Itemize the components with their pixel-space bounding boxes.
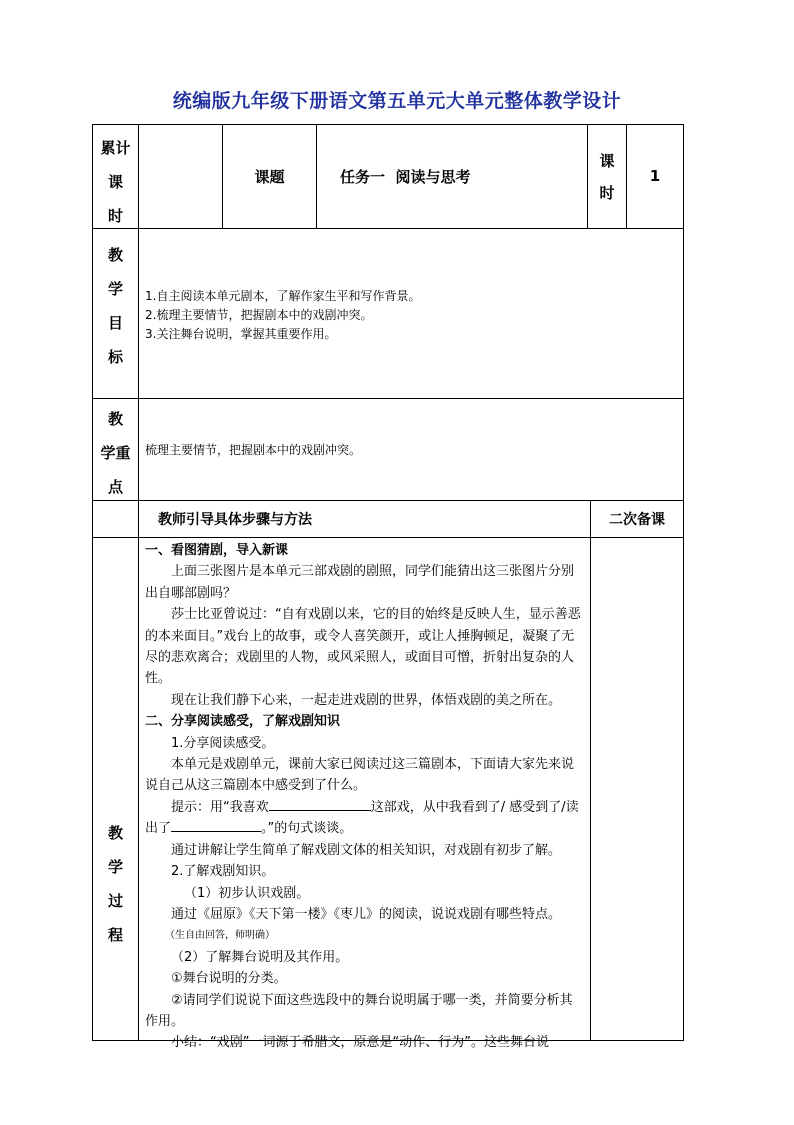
topic-value: 任务一 阅读与思考	[340, 167, 471, 186]
steps-header: 教师引导具体步骤与方法	[158, 511, 312, 528]
list-item: 2.了解戏剧知识。	[171, 864, 275, 880]
fill-blank	[269, 797, 371, 811]
teaching-goals-label: 教 学 目 标	[107, 246, 123, 366]
teaching-process-content	[145, 540, 585, 1054]
fill-blank	[171, 818, 261, 832]
key-points-label: 教 学重 点	[100, 410, 131, 496]
note: （生自由回答，师明确）	[165, 930, 275, 942]
goal-item: 2.梳理主要情节，把握剧本中的戏剧冲突。	[145, 308, 373, 322]
hint-paragraph: 提示：用“我喜欢 这部戏，从中我看到了/ 感受到了/读出了 。”的句式谈谈。	[145, 797, 585, 840]
sub-item: （2）了解舞台说明及其作用。	[171, 949, 349, 965]
goal-item: 3.关注舞台说明，掌握其重要作用。	[145, 327, 337, 341]
cumulative-hours-label: 累计 课 时	[100, 139, 131, 225]
second-prep-header: 二次备课	[609, 511, 665, 528]
paragraph: ②请同学们说说下面这些选段中的舞台说明属于哪一类，并简要分析其作用。	[145, 992, 573, 1029]
class-hours-value: 1	[649, 167, 661, 185]
paragraph: 通过《屈原》《天下第一楼》《枣儿》的阅读，说说戏剧有哪些特点。	[171, 906, 562, 922]
paragraph: 本单元是戏剧单元，课前大家已阅读过这三篇剧本，下面请大家先来说说自己从这三篇剧本中感受到了什么。	[145, 757, 575, 794]
paragraph: 上面三张图片是本单元三部戏剧的剧照，同学们能猜出这三张图片分别出自哪部剧吗？	[145, 564, 575, 601]
teaching-process-label: 教 学 过 程	[107, 824, 123, 944]
teaching-goals-list	[145, 287, 665, 344]
list-item: 1.分享阅读感受。	[171, 735, 275, 751]
section-heading: 一、看图猜剧，导入新课	[145, 543, 289, 558]
paragraph: 现在让我们静下心来，一起走进戏剧的世界，体悟戏剧的美之所在。	[171, 692, 562, 708]
topic-label: 课题	[254, 167, 285, 186]
section-heading: 二、分享阅读感受，了解戏剧知识	[145, 714, 341, 730]
paragraph: 通过讲解让学生简单了解戏剧文体的相关知识，对戏剧有初步了解。	[171, 842, 562, 858]
class-hours-label: 课 时	[599, 152, 615, 202]
sub-item: （1）初步认识戏剧。	[184, 885, 310, 901]
key-points-text: 梳理主要情节，把握剧本中的戏剧冲突。	[145, 443, 362, 457]
paragraph: 莎士比亚曾说过：“自有戏剧以来，它的目的始终是反映人生，显示善恶的本来面目。”戏台上的故事，或令人喜笑颜开，或让人捶胸顿足，凝聚了无尽的悲欢离合；戏剧里的人物，或风采照人，或面目可憎，折射出复杂的人性。	[145, 607, 581, 687]
document-title: 统编版九年级下册语文第五单元大单元整体教学设计	[172, 90, 622, 112]
paragraph: 小结：“戏剧”一词源于希腊文，原意是“动作、行为”。这些舞台说	[171, 1035, 549, 1051]
list-item: ①舞台说明的分类。	[171, 971, 287, 987]
goal-item: 1.自主阅读本单元剧本，了解作家生平和写作背景。	[145, 289, 421, 303]
